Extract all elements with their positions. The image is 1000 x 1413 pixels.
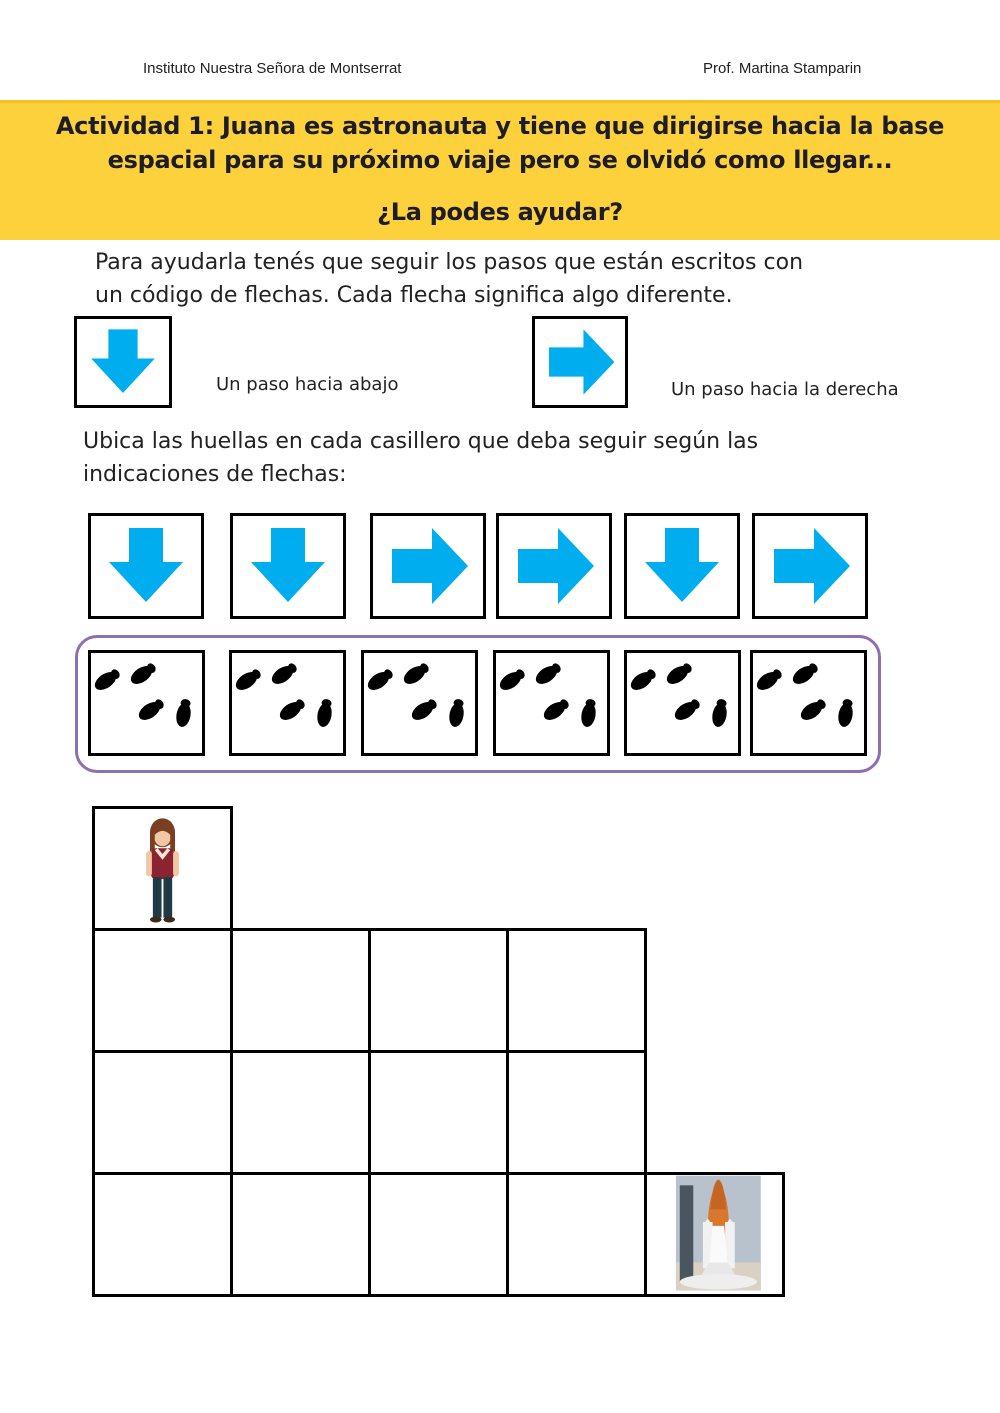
sequence-arrow-down	[88, 513, 204, 619]
teacher-name: Prof. Martina Stamparin	[703, 60, 862, 77]
arrow-down-icon	[233, 516, 343, 616]
arrow-down-icon	[627, 516, 737, 616]
sequence-arrow-right	[370, 513, 486, 619]
intro-line2: un código de flechas. Cada flecha significa algo diferente.	[95, 283, 733, 308]
legend-down-box	[74, 316, 172, 408]
legend-right-label: Un paso hacia la derecha	[671, 379, 899, 400]
arrow-right-icon	[373, 516, 483, 616]
instruction-line1: Ubica las huellas en cada casillero que deba seguir según las	[83, 429, 759, 454]
school-name: Instituto Nuestra Señora de Montserrat	[143, 60, 402, 77]
sequence-arrow-down	[624, 513, 740, 619]
arrow-right-icon	[535, 319, 625, 405]
intro-line1: Para ayudarla tenés que seguir los pasos que están escritos con	[95, 250, 804, 275]
sequence-arrow-right	[496, 513, 612, 619]
footprints-icon	[753, 653, 864, 753]
activity-title-line2: espacial para su próximo viaje pero se olvidó como llegar...	[107, 146, 893, 174]
instruction-line2: indicaciones de flechas:	[83, 462, 347, 487]
grid-cell[interactable]	[230, 1172, 371, 1297]
activity-question: ¿La podes ayudar?	[377, 198, 623, 226]
footprints-icon	[364, 653, 475, 753]
footprint-tile[interactable]	[229, 650, 346, 756]
footprint-tile[interactable]	[750, 650, 867, 756]
grid-cell[interactable]	[368, 1050, 509, 1175]
grid-cell-goal[interactable]	[644, 1172, 785, 1297]
footprints-icon	[627, 653, 738, 753]
arrow-right-icon	[755, 516, 865, 616]
grid-cell[interactable]	[92, 1172, 233, 1297]
grid-cell-start[interactable]	[92, 806, 233, 931]
footprint-tile[interactable]	[493, 650, 610, 756]
footprints-icon	[91, 653, 202, 753]
grid-cell[interactable]	[368, 928, 509, 1053]
sequence-arrow-down	[230, 513, 346, 619]
grid-cell[interactable]	[230, 928, 371, 1053]
grid-cell[interactable]	[506, 1172, 647, 1297]
footprint-tile[interactable]	[624, 650, 741, 756]
grid-cell[interactable]	[92, 1050, 233, 1175]
grid-cell[interactable]	[506, 1050, 647, 1175]
footprints-icon	[232, 653, 343, 753]
arrow-down-icon	[77, 319, 169, 405]
grid-cell[interactable]	[506, 928, 647, 1053]
footprint-tile[interactable]	[361, 650, 478, 756]
astronaut-juana-icon	[95, 809, 230, 928]
legend-right-box	[532, 316, 628, 408]
footprints-icon	[496, 653, 607, 753]
sequence-arrow-right	[752, 513, 868, 619]
grid-cell[interactable]	[92, 928, 233, 1053]
footprint-tile[interactable]	[88, 650, 205, 756]
arrow-down-icon	[91, 516, 201, 616]
legend-down-label: Un paso hacia abajo	[216, 374, 399, 395]
arrow-right-icon	[499, 516, 609, 616]
grid-cell[interactable]	[230, 1050, 371, 1175]
space-shuttle-icon	[647, 1175, 782, 1294]
grid-cell[interactable]	[368, 1172, 509, 1297]
activity-title-line1: Actividad 1: Juana es astronauta y tiene que dirigirse hacia la base	[55, 112, 945, 140]
